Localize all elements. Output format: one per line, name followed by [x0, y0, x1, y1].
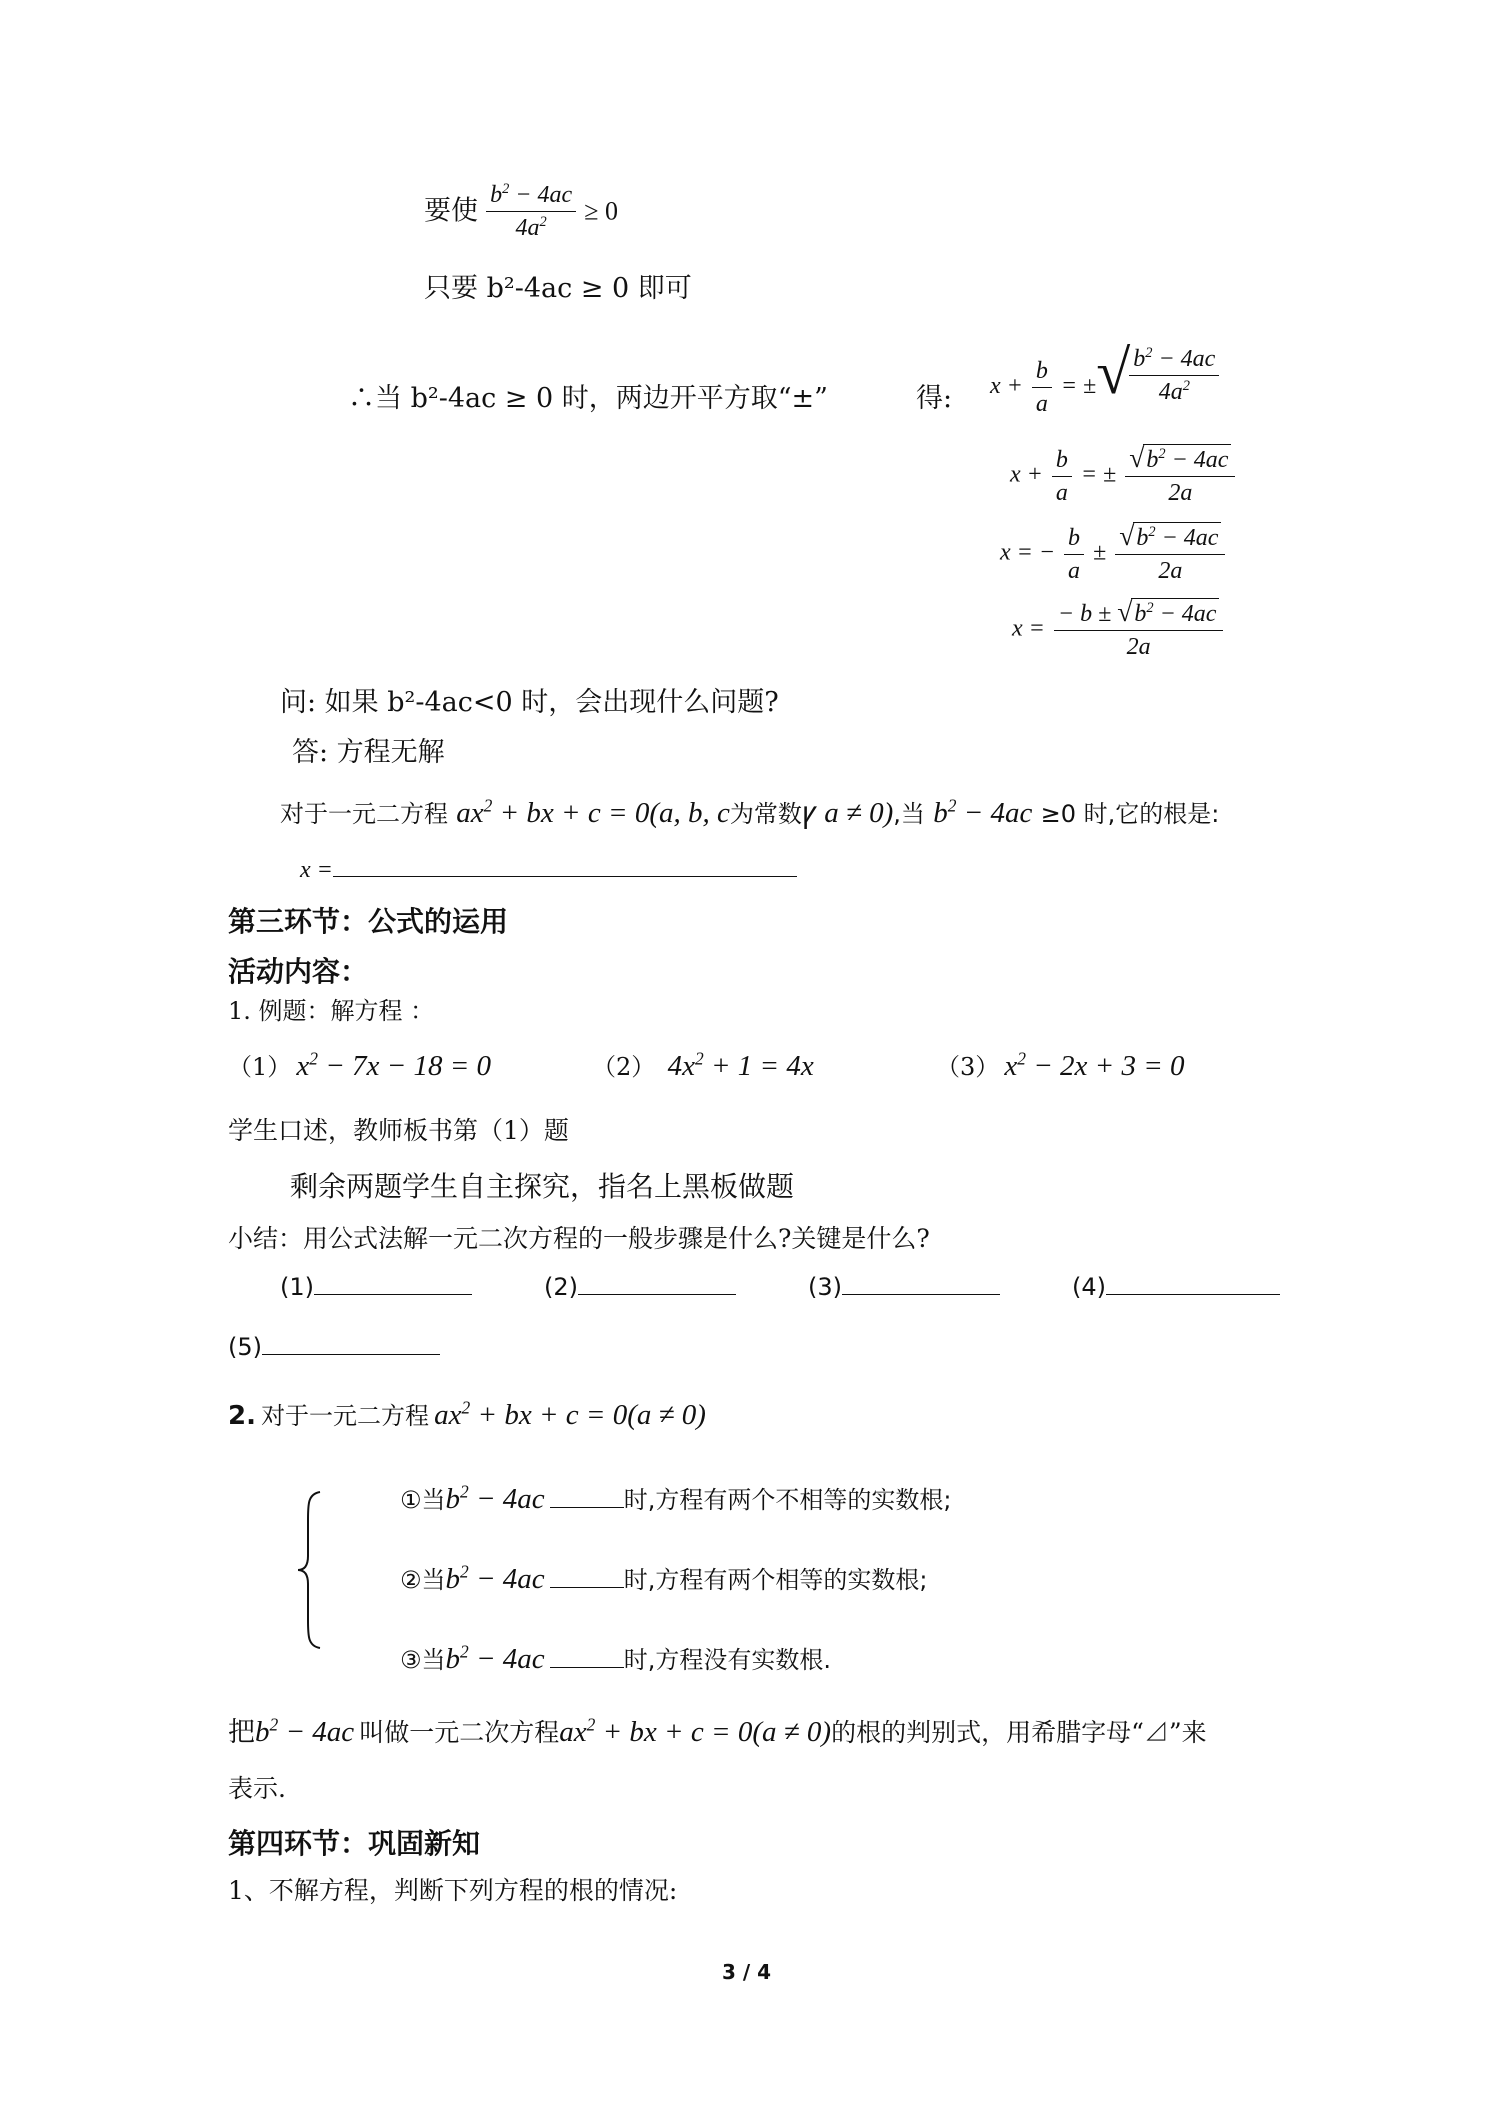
question-text: 问: 如果 b²-4ac<0 时，会出现什么问题? [280, 687, 779, 718]
root-blank-line: x = [300, 854, 797, 884]
step-2: (2) [544, 1272, 736, 1301]
section-4-title: 第四环节：巩固新知 [228, 1827, 481, 1860]
formula-step-1: x + $\frac{b}{a}$ = ± √ $\frac{b^2 - 4ac}{4a^2}$ [990, 344, 1219, 419]
formula-step-2: x + $\frac{b}{a}$ = ± √ $b^2 - 4ac$ 2a [1010, 444, 1238, 508]
case-3: ③当$b^2 - 4ac$ 时,方程没有实数根. [400, 1641, 832, 1675]
biaoshi-text: 表示. [228, 1774, 286, 1803]
discriminant-definition: 把$b^2 - 4ac$ 叫做一元二次方程$ax^2$ + bx + c = 0(a ≠ 0)的根的判别式，用希腊字母“⊿”来 [228, 1714, 1207, 1748]
summary-text: 小结：用公式法解一元二次方程的一般步骤是什么?关键是什么? [228, 1224, 930, 1253]
activity-title: 活动内容： [228, 955, 369, 988]
case-2: ②当$b^2 - 4ac$ 时,方程有两个相等的实数根; [400, 1561, 928, 1595]
page-number: 3 / 4 [722, 1960, 772, 1984]
yaoshi-text: 要使 [424, 195, 478, 227]
zhiyao-text: 只要 b²-4ac ≥ 0 即可 [424, 273, 692, 304]
example-1: （1） $x^2 - 7x - 18 = 0$ [228, 1048, 492, 1082]
section-3-title: 第三环节：公式的运用 [228, 905, 509, 938]
example-2: （2） $4x^2 + 1 = 4x$ [592, 1048, 814, 1082]
quadratic-formula: x = − b ± √ $b^2 - 4ac$ 2a [1012, 598, 1226, 662]
step-1: (1) [280, 1272, 472, 1301]
de-text: 得: [916, 383, 953, 414]
example-3: （3） $x^2 - 2x + 3 = 0$ [936, 1048, 1185, 1082]
section-4-question: 1、不解方程，判断下列方程的根的情况: [228, 1876, 678, 1905]
step-3: (3) [808, 1272, 1000, 1301]
case-1: ①当$b^2 - 4ac$ 时,方程有两个不相等的实数根; [400, 1481, 952, 1515]
example-label: 1. 例题：解方程 ： [228, 997, 435, 1025]
root-statement: 对于一元二方程 $ax^2$ + bx + c = 0(a, b, c为常数ꝩ a ≠ 0),当 $b^2 - 4ac \ge 0$ 时,它的根是: [280, 795, 1220, 829]
dang-text: ∴当 b²-4ac ≥ 0 时，两边开平方取“±” [348, 383, 828, 414]
remain-text: 剩余两题学生自主探究，指名上黑板做题 [290, 1170, 795, 1203]
condition-line: 要使 $\frac{b^2 - 4ac}{4a^2}$ ≥ 0 [424, 181, 619, 241]
step-5: (5) [228, 1332, 440, 1361]
student-text: 学生口述，教师板书第（1）题 [228, 1116, 569, 1145]
discriminant-fraction: $\frac{b^2 - 4ac}{4a^2}$ [486, 180, 576, 243]
formula-step-3: x = − $\frac{b}{a}$ ± √ $b^2 - 4ac$ 2a [1000, 522, 1228, 586]
item-2: 2. 对于一元二方程 $ax^2$ + bx + c = 0(a ≠ 0) [228, 1397, 706, 1431]
answer-text: 答: 方程无解 [292, 737, 445, 768]
brace-icon [296, 1490, 326, 1654]
step-4: (4) [1072, 1272, 1280, 1301]
